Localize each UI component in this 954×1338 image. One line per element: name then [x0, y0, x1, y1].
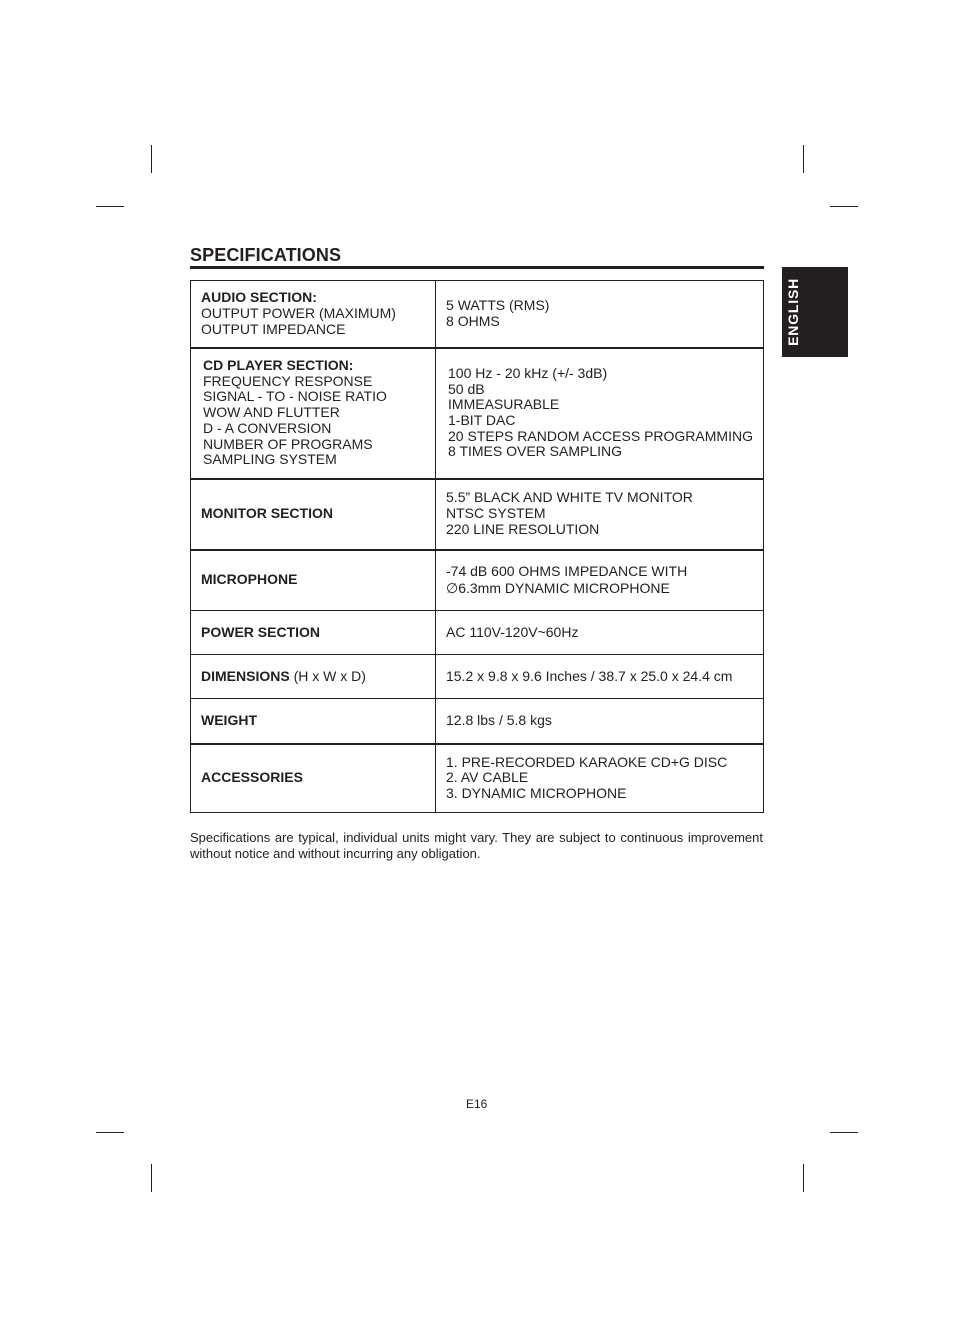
monitor-label-cell [191, 479, 436, 550]
spec-value: 5 WATTS (RMS) [446, 297, 550, 314]
weight-value-cell [436, 699, 764, 744]
spec-value: NTSC SYSTEM [446, 505, 546, 522]
language-tab-label: ENGLISH [785, 278, 801, 346]
crop-mark [96, 206, 124, 207]
page-number: E16 [466, 1097, 488, 1111]
table-row-monitor [191, 479, 764, 550]
crop-mark [803, 145, 804, 173]
spec-value: 8 TIMES OVER SAMPLING [448, 443, 623, 460]
spec-value: 100 Hz - 20 kHz (+/- 3dB) [448, 364, 608, 381]
spec-value: 12.8 lbs / 5.8 kgs [446, 711, 552, 728]
cd-player-section-heading: CD PLAYER SECTION: [203, 357, 354, 374]
crop-mark [803, 1164, 804, 1192]
cd-player-value-cell [436, 348, 764, 479]
crop-mark [830, 206, 858, 207]
microphone-value-cell [436, 550, 764, 611]
spec-label: FREQUENCY RESPONSE [203, 372, 373, 389]
power-value-cell [436, 611, 764, 655]
spec-label-suffix: (H x W x D) [289, 667, 366, 684]
spec-label: NUMBER OF PROGRAMS [203, 435, 373, 452]
spec-value: 50 dB [448, 380, 485, 397]
spec-value: 20 STEPS RANDOM ACCESS PROGRAMMING [448, 427, 753, 444]
language-tab [782, 267, 848, 357]
dimensions-label-cell [191, 655, 436, 699]
spec-value: -74 dB 600 OHMS IMPEDANCE WITH [446, 563, 688, 580]
spec-label: D - A CONVERSION [203, 419, 332, 436]
crop-mark [151, 145, 152, 173]
spec-label: WOW AND FLUTTER [203, 404, 340, 421]
cd-player-label-cell [191, 348, 436, 479]
spec-label: MONITOR SECTION [201, 505, 333, 522]
monitor-value-cell [436, 479, 764, 550]
table-row-weight [191, 699, 764, 744]
audio-label-cell [191, 281, 436, 348]
table-row-accessories [191, 744, 764, 813]
spec-value: 8 OHMS [446, 312, 500, 329]
microphone-label-cell [191, 550, 436, 611]
weight-label-cell [191, 699, 436, 744]
spec-value: 15.2 x 9.8 x 9.6 Inches / 38.7 x 25.0 x 24.4 cm [446, 667, 733, 684]
crop-mark [830, 1132, 858, 1133]
spec-label: SAMPLING SYSTEM [203, 451, 337, 468]
list-item: 3. DYNAMIC MICROPHONE [446, 785, 627, 802]
table-row-cd-player [191, 348, 764, 479]
page-title: SPECIFICATIONS [190, 245, 342, 265]
spec-label: POWER SECTION [201, 623, 321, 640]
spec-label: SIGNAL - TO - NOISE RATIO [203, 388, 387, 405]
spec-label: ACCESSORIES [201, 769, 303, 786]
disclaimer-note: Specifications are typical, individual units might vary. They are subject to continuous improvement without notice and without incurring any obligation. [190, 830, 763, 861]
title-divider [190, 266, 764, 269]
list-item: 1. PRE-RECORDED KARAOKE CD+G DISC [446, 753, 728, 770]
list-item: 2. AV CABLE [446, 769, 529, 786]
audio-value-cell [436, 281, 764, 348]
table-row-microphone [191, 550, 764, 611]
spec-label: DIMENSIONS [201, 667, 290, 684]
power-label-cell [191, 611, 436, 655]
audio-section-heading: AUDIO SECTION: [201, 289, 317, 306]
spec-value: AC 110V-120V~60Hz [446, 623, 579, 640]
table-row-power [191, 611, 764, 655]
accessories-value-cell [436, 744, 764, 813]
spec-value: 1-BIT DAC [448, 412, 516, 428]
specifications-table [190, 280, 764, 813]
spec-label: MICROPHONE [201, 571, 298, 588]
spec-value: ∅6.3mm DYNAMIC MICROPHONE [446, 580, 670, 597]
spec-label: OUTPUT IMPEDANCE [201, 320, 346, 337]
spec-label: OUTPUT POWER (MAXIMUM) [201, 304, 396, 321]
spec-value: IMMEASURABLE [448, 396, 560, 413]
table-row-audio [191, 281, 764, 348]
crop-mark [96, 1132, 124, 1133]
dimensions-value-cell [436, 655, 764, 699]
table-row-dimensions [191, 655, 764, 699]
spec-label: WEIGHT [201, 711, 257, 728]
spec-value: 5.5” BLACK AND WHITE TV MONITOR [446, 489, 693, 506]
accessories-label-cell [191, 744, 436, 813]
spec-value: 220 LINE RESOLUTION [446, 520, 600, 537]
crop-mark [151, 1164, 152, 1192]
